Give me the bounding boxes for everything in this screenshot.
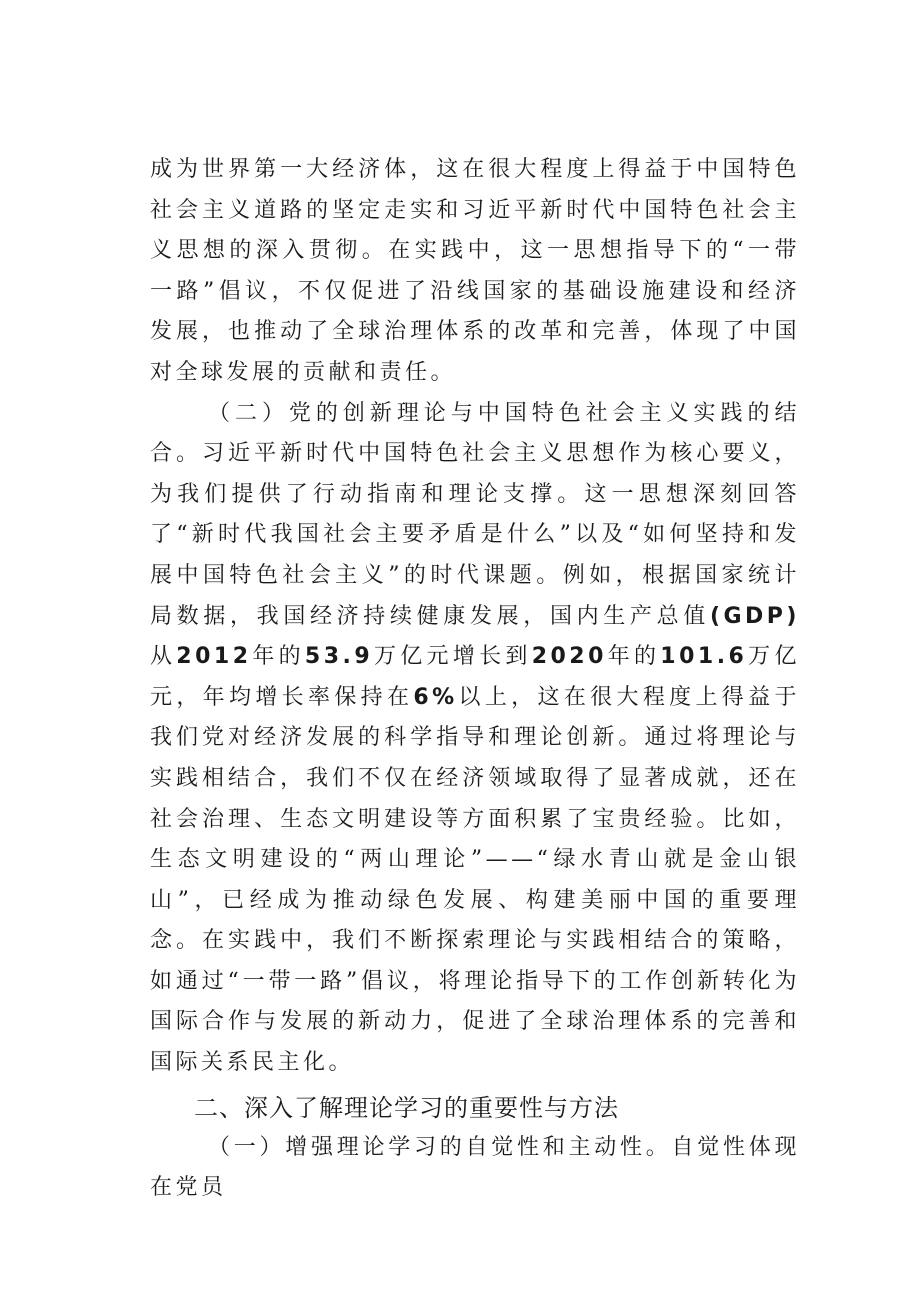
text-growth-rate-intro: 万亿元，年均增长率保持在 — [150, 644, 800, 710]
text-year-suffix-2: 年的 — [606, 644, 661, 670]
gdp-value-2012: 53.9 — [304, 644, 374, 670]
paragraph-party-theory-practice — [150, 394, 800, 1084]
text-growth-to: 万亿元增长到 — [373, 644, 532, 670]
paragraph-continuation: 成为世界第一大经济体，这在很大程度上得益于中国特色社会主义道路的坚定走实和习近平新时代中国特色社会主义思想的深入贯彻。在实践中，这一思想指导下的“一带一路”倡议，不仅促进了沿线国家的基础设施建设和经济发展，也推动了全球治理体系的改革和完善，体现了中国对全球发展的贡献和责任。 — [150, 157, 800, 385]
paragraph-text-part2: 以上，这在很大程度上得益于我们党对经济发展的科学指导和理论创新。通过将理论与实践相结合，我们不仅在经济领域取得了显著成就，还在社会治理、生态文明建设等方面积累了宝贵经验。比如，生态文明建设的“两山理论”——“绿水青山就是金山银山”，已经成为推动绿色发展、构建美丽中国的重要理念。在实践中，我们不断探索理论与实践相结合的策略，如通过“一带一路”倡议，将理论指导下的工作创新转化为国际合作与发展的新动力，促进了全球治理体系的完善和国际关系民主化。 — [150, 684, 800, 1076]
text-from: 从 — [150, 644, 177, 670]
section-heading: 二、深入了解理论学习的重要性与方法 — [194, 1093, 619, 1122]
paragraph-text-part1: （二）党的创新理论与中国特色社会主义实践的结合。习近平新时代中国特色社会主义思想作为核心要义，为我们提供了行动指南和理论支撑。这一思想深刻回答了“新时代我国社会主要矛盾是什么”以及“如何坚持和发展中国特色社会主义”的时代课题。例如，根据国家统计局数据，我国经济持续健康发展，国内生产总值 — [150, 400, 800, 629]
year-2012: 2012 — [176, 644, 252, 670]
growth-rate: 6% — [413, 684, 458, 710]
gdp-abbreviation: (GDP) — [709, 603, 800, 629]
year-2020: 2020 — [531, 644, 607, 670]
document-body — [150, 150, 800, 1209]
gdp-value-2020: 101.6 — [660, 644, 748, 670]
paragraph-theory-learning: （一）增强理论学习的自觉性和主动性。自觉性体现在党员 — [150, 1134, 800, 1201]
text-year-suffix-1: 年的 — [251, 644, 305, 670]
